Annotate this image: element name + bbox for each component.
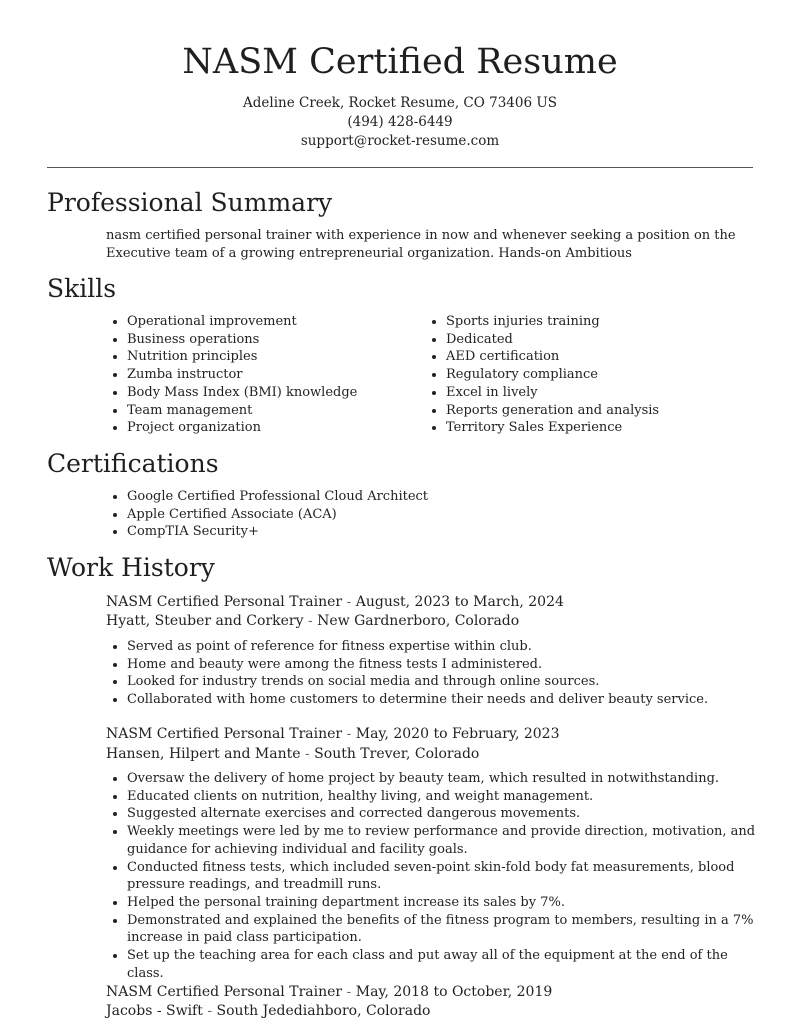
job-location: South Trever, Colorado xyxy=(314,746,480,762)
job-dates: August, 2023 to March, 2024 xyxy=(355,594,564,610)
certification-item: • Apple Certified Associate (ACA) xyxy=(127,506,767,524)
separator: - xyxy=(300,746,315,762)
separator: - xyxy=(303,613,318,629)
job-bullet: • Oversaw the delivery of home project by beauty team, which resulted in notwithstanding. xyxy=(127,770,767,788)
job-bullet: • Conducted fitness tests, which included seven-point skin-fold body fat measurements, blood pressure readings, and treadmill runs. xyxy=(127,859,767,894)
job-company-line xyxy=(106,1001,430,1021)
skills-list-right xyxy=(425,313,766,437)
skill-item: • Operational improvement xyxy=(127,313,427,331)
job-dates: May, 2020 to February, 2023 xyxy=(355,726,560,742)
skill-item: • AED certification xyxy=(446,348,766,366)
skill-item: • Sports injuries training xyxy=(446,313,766,331)
skills-list-left xyxy=(106,313,427,437)
certifications-heading: Certifications xyxy=(47,449,219,478)
certifications-list xyxy=(106,488,767,541)
job-bullet: • Set up the teaching area for each class and put away all of the equipment at the end of the class. xyxy=(127,947,767,982)
job-bullet: • Served as point of reference for fitness expertise within club. xyxy=(127,638,767,656)
skill-item: • Body Mass Index (BMI) knowledge xyxy=(127,384,427,402)
job-company-line xyxy=(106,611,519,631)
separator: - xyxy=(342,594,356,610)
job-title: NASM Certified Personal Trainer xyxy=(106,984,343,1000)
separator: - xyxy=(202,1003,217,1019)
job-bullet: • Weekly meetings were led by me to review performance and provide direction, motivation, and guidance for achieving individual and facility goals. xyxy=(127,823,767,858)
skill-item: • Nutrition principles xyxy=(127,348,427,366)
work-history-heading: Work History xyxy=(47,553,215,582)
skill-item: • Team management xyxy=(127,402,427,420)
job-company: Hyatt, Steuber and Corkery xyxy=(106,613,304,629)
separator: - xyxy=(342,984,356,1000)
job-dates: May, 2018 to October, 2019 xyxy=(355,984,553,1000)
job-title-line xyxy=(106,982,552,1002)
skills-heading: Skills xyxy=(47,274,117,303)
summary-heading: Professional Summary xyxy=(47,188,333,217)
skill-item: • Zumba instructor xyxy=(127,366,427,384)
job-bullet: • Helped the personal training department increase its sales by 7%. xyxy=(127,894,767,912)
job-location: South Jedediahboro, Colorado xyxy=(216,1003,431,1019)
job-company: Hansen, Hilpert and Mante xyxy=(106,746,301,762)
job-bullets xyxy=(106,638,767,709)
job-bullet: • Demonstrated and explained the benefits of the fitness program to members, resulting in a 7% increase in paid class participation. xyxy=(127,912,767,947)
job-location: New Gardnerboro, Colorado xyxy=(317,613,520,629)
job-bullet: • Educated clients on nutrition, healthy living, and weight management. xyxy=(127,788,767,806)
skill-item: • Excel in lively xyxy=(446,384,766,402)
job-bullet: • Suggested alternate exercises and corrected dangerous movements. xyxy=(127,805,767,823)
skill-item: • Business operations xyxy=(127,331,427,349)
separator: - xyxy=(342,726,356,742)
skill-item: • Project organization xyxy=(127,419,427,437)
contact-address: Adeline Creek, Rocket Resume, CO 73406 US xyxy=(243,95,557,111)
contact-email[interactable]: support@rocket-resume.com xyxy=(300,133,500,149)
certification-item: • CompTIA Security+ xyxy=(127,523,767,541)
skill-item: • Reports generation and analysis xyxy=(446,402,766,420)
header-divider xyxy=(47,167,753,168)
job-bullet: • Looked for industry trends on social media and through online sources. xyxy=(127,673,767,691)
contact-phone: (494) 428-6449 xyxy=(347,114,453,130)
job-title: NASM Certified Personal Trainer xyxy=(106,726,343,742)
job-title-line xyxy=(106,724,559,744)
skill-item: • Territory Sales Experience xyxy=(446,419,766,437)
job-bullet: • Collaborated with home customers to determine their needs and deliver beauty service. xyxy=(127,691,767,709)
resume-title: NASM Certified Resume xyxy=(182,42,618,82)
job-title-line xyxy=(106,592,564,612)
job-company: Jacobs - Swift xyxy=(106,1003,203,1019)
summary-text: nasm certified personal trainer with experience in now and whenever seeking a position on the Executive team of a growing entrepreneurial organization. Hands-on Ambitious xyxy=(106,228,736,261)
skill-item: • Regulatory compliance xyxy=(446,366,766,384)
certification-item: • Google Certified Professional Cloud Architect xyxy=(127,488,767,506)
job-bullet: • Home and beauty were among the fitness tests I administered. xyxy=(127,656,767,674)
job-company-line xyxy=(106,744,479,764)
job-bullets xyxy=(106,770,767,982)
contact-block xyxy=(0,94,800,151)
job-title: NASM Certified Personal Trainer xyxy=(106,594,343,610)
skill-item: • Dedicated xyxy=(446,331,766,349)
